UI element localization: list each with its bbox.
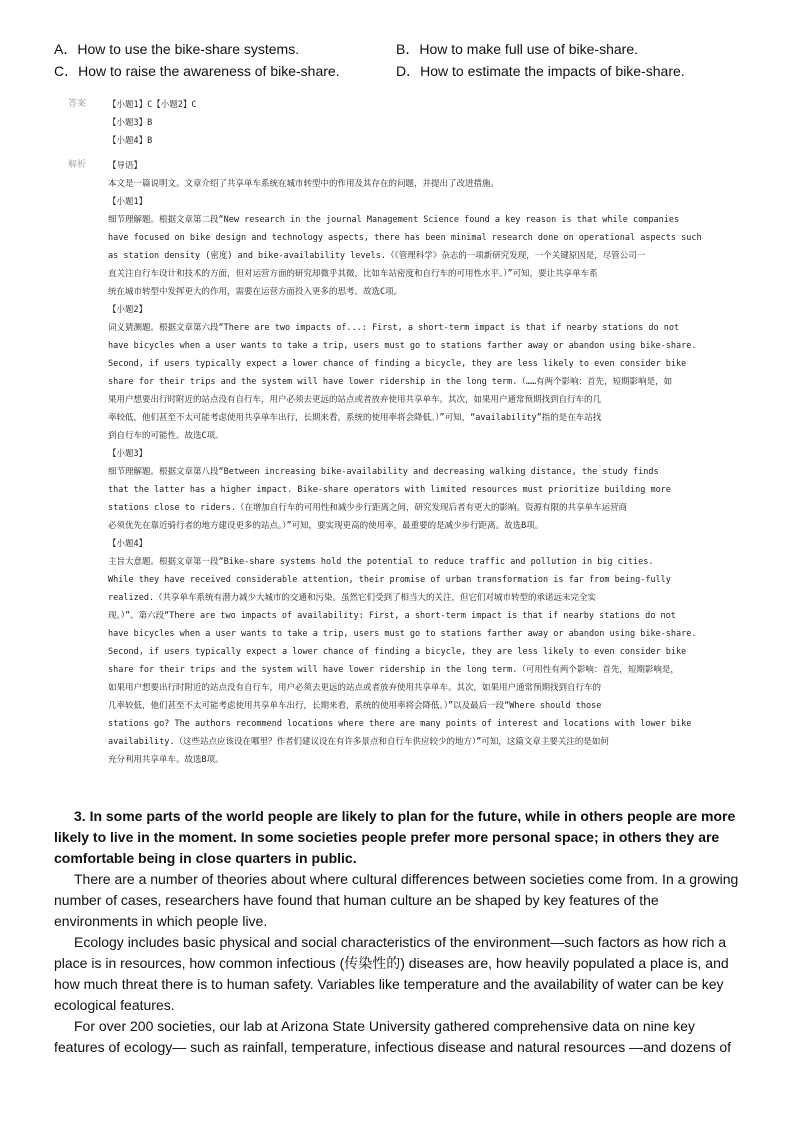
explanation-line: 直关注自行车设计和技术的方面，但对运营方面的研究却微乎其微，比如车站密度和自行车的可用性水平。）”可知，要让共享单车系 — [108, 269, 598, 279]
explanation-line: realized.（共享单车系统有潜力减少大城市的交通和污染。虽然它们受到了相当大的关注，但它们对城市转型的承诺远未完全实 — [108, 593, 597, 603]
explanation-text — [108, 157, 728, 769]
explanation-line: 本文是一篇说明文。文章介绍了共享单车系统在城市转型中的作用及其存在的问题，并提出了改进措施。 — [108, 179, 500, 189]
explanation-line: have bicycles when a user wants to take a trip, users must go to stations farther away or abandon using bike-share. — [108, 341, 697, 351]
explanation-line: stations close to riders.（在增加自行车的可用性和减少步行距离之间，研究发现后者有更大的影响。资源有限的共享单车运营商 — [108, 503, 627, 513]
explanation-line: 【导语】 — [108, 161, 143, 171]
explanation-line: Second, if users typically expect a lower chance of finding a bicycle, they are less likely to even consider bike — [108, 359, 687, 369]
option-c: C．How to raise the awareness of bike-share. — [54, 63, 340, 79]
answer-line: 【小题4】B — [108, 136, 153, 146]
explanation-line: 统在城市转型中发挥更大的作用，需要在运营方面投入更多的思考。故选C项。 — [108, 287, 403, 297]
passage-question: 3. In some parts of the world people are likely to plan for the future, while in others people are more likely to live in the moment. In some societies people prefer more personal space; in others they are comfortable being in close quarters in public. — [54, 808, 736, 866]
explanation-line: 细节理解题。根据文章第八段“Between increasing bike-availability and decreasing walking distance, the study finds — [108, 467, 659, 477]
explanation-line: that the latter has a higher impact. Bike-share operators with limited resources must prioritize building more — [108, 485, 671, 495]
option-a: A．How to use the bike-share systems. — [54, 41, 300, 57]
explanation-line: share for their trips and the system will have lower ridership in the long term.（……有两个影响：首先，短期影响是，如 — [108, 377, 673, 387]
explanation-line: share for their trips and the system will have lower ridership in the long term.（可用性有两个影响：首先，短期影响是， — [108, 665, 679, 675]
answer-line: 【小题3】B — [108, 118, 153, 128]
explanation-line: 细节理解题。根据文章第二段“New research in the journal Management Science found a key reason is that while companies — [108, 215, 680, 225]
answer-lines — [108, 96, 728, 150]
explanation-line: 主旨大意题。根据文章第一段“Bike-share systems hold the potential to reduce traffic and pollution in big cities. — [108, 557, 654, 567]
explanation-line: 【小题1】 — [108, 197, 148, 207]
reading-passage — [54, 806, 744, 1058]
explanation-line: as station density (密度) and bike-availability levels.（《管理科学》杂志的一项新研究发现，一个关键原因是，尽管公司一 — [108, 251, 646, 261]
answer-options — [54, 38, 754, 82]
explanation-line: 几率较低，他们甚至不太可能考虑使用共享单车出行，长期来看，系统的使用率将会降低。）”以及最后一段“Where should those — [108, 701, 602, 711]
passage-paragraph: For over 200 societies, our lab at Arizona State University gathered comprehensive data on nine key features of ecology— such as rainfall, temperature, infectious disease and natural resources —and dozens of — [54, 1018, 732, 1055]
answer-line: 【小题1】C【小题2】C — [108, 100, 197, 110]
passage-paragraph: Ecology includes basic physical and social characteristics of the environment—such factors as how rich a place is in resources, how common infectious (传染性的) diseases are, how heavily populated a place is, and how much threat there is to human safety. Variables like temperature and the availability of water can be key ecological features. — [54, 934, 729, 1013]
explanation-line: 现。）”、第六段“There are two impacts of availability: First, a short-term impact is that if nearby stations do not — [108, 611, 676, 621]
explanation-line: 【小题2】 — [108, 305, 148, 315]
explanation-line: 果用户想要出行时附近的站点没有自行车，用户必须去更远的站点或者放弃使用共享单车。其次，如果用户通常预期找到自行车的几 — [108, 395, 602, 405]
explanation-line: availability.（这些站点应该设在哪里？作者们建议设在有许多景点和自行车供应较少的地方）”可知，这篇文章主要关注的是如何 — [108, 737, 609, 747]
explanation-line: 【小题4】 — [108, 539, 148, 549]
options-row-2 — [54, 60, 754, 82]
explanation-line: Second, if users typically expect a lower chance of finding a bicycle, they are less likely to even consider bike — [108, 647, 687, 657]
explanation-line: stations go? The authors recommend locations where there are many points of interest and locations with lower bike — [108, 719, 692, 729]
explanation-line: 【小题3】 — [108, 449, 148, 459]
passage-paragraph: There are a number of theories about where cultural differences between societies come from. In a growing number of cases, researchers have found that human culture an be shaped by key features of the environments in which people live. — [54, 871, 739, 929]
explanation-label: 解析 — [68, 160, 87, 170]
answer-section — [68, 96, 728, 150]
explanation-line: 率较低，他们甚至不太可能考虑使用共享单车出行，长期来看，系统的使用率将会降低。）”可知，“availability”指的是在车站找 — [108, 413, 602, 423]
option-d: D．How to estimate the impacts of bike-share. — [396, 63, 685, 79]
explanation-line: While they have received considerable attention, their promise of urban transformation is far from being-fully — [108, 575, 671, 585]
explanation-line: 如果用户想要出行时附近的站点没有自行车，用户必须去更远的站点或者放弃使用共享单车。其次，如果用户通常预期找到自行车的 — [108, 683, 602, 693]
explanation-line: have focused on bike design and technology aspects, there has been minimal research done on operational aspects such — [108, 233, 702, 243]
explanation-line: have bicycles when a user wants to take a trip, users must go to stations farther away or abandon using bike-share. — [108, 629, 697, 639]
explanation-line: 词义猜测题。根据文章第六段“There are two impacts of...: First, a short-term impact is that if nearby stations do not — [108, 323, 680, 333]
options-row-1 — [54, 38, 754, 60]
explanation-line: 到自行车的可能性。故选C项。 — [108, 431, 224, 441]
answer-label: 答案 — [68, 99, 87, 109]
explanation-line: 充分利用共享单车。故选B项。 — [108, 755, 224, 765]
explanation-line: 必须优先在靠近骑行者的地方建设更多的站点。）”可知，要实现更高的使用率，最重要的是减少步行距离。故选B项。 — [108, 521, 544, 531]
option-b: B．How to make full use of bike-share. — [396, 41, 638, 57]
explanation-section — [68, 157, 728, 769]
